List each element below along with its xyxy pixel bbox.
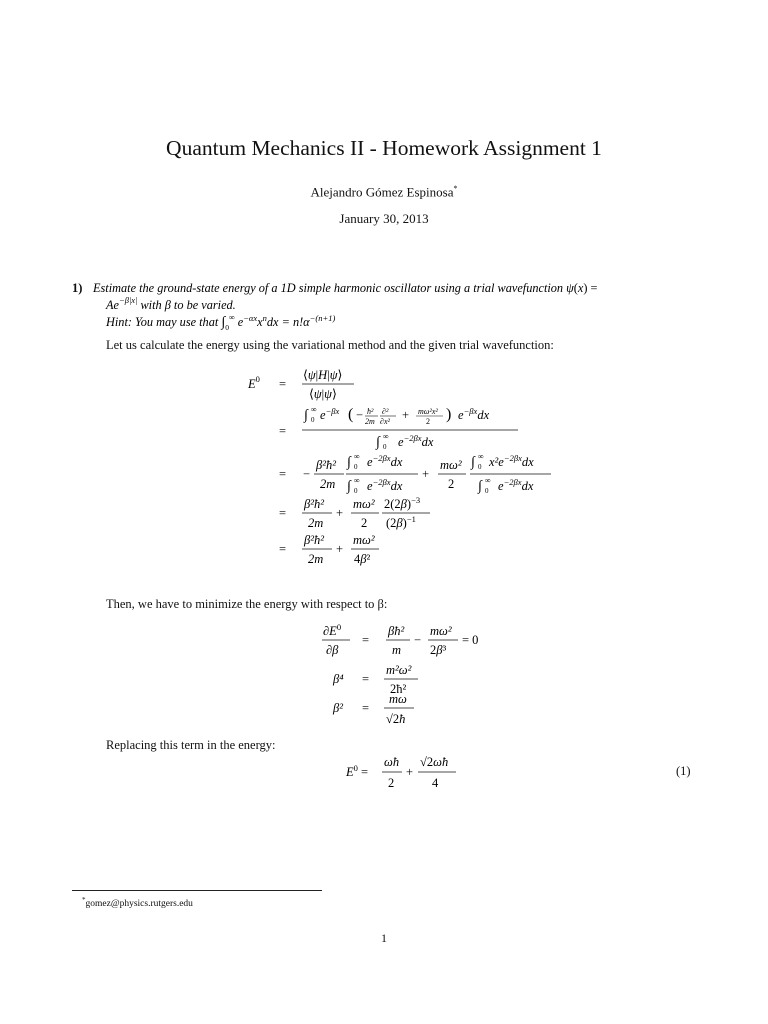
svg-text:∂β: ∂β — [326, 643, 339, 657]
svg-text:∞: ∞ — [354, 452, 360, 461]
svg-text:β²: β² — [333, 701, 343, 715]
svg-text:0: 0 — [354, 463, 358, 471]
svg-text:=: = — [279, 542, 287, 556]
svg-text:2m: 2m — [320, 477, 336, 491]
svg-text:=: = — [279, 377, 287, 391]
equation-number: (1) — [676, 764, 691, 778]
svg-text:E0: $E^0$ — [248, 374, 260, 391]
svg-text:2: 2 — [361, 516, 368, 530]
svg-text:=: = — [362, 701, 370, 715]
svg-text:2(2β)−3: $2(2\beta)^{-3}$ — [384, 495, 421, 511]
svg-text:=: = — [362, 633, 370, 647]
svg-text:−: − — [356, 408, 364, 422]
svg-text:mω²: mω² — [353, 497, 375, 511]
svg-text:(2β)−1: $(2\beta)^{-1}$ — [386, 514, 416, 530]
svg-text:0: 0 — [354, 487, 358, 495]
svg-text:2: 2 — [426, 417, 430, 426]
svg-text:e−βx: $e^{-\beta x}$ — [320, 406, 340, 422]
svg-text:−: − — [303, 467, 311, 481]
svg-text:∞: ∞ — [478, 452, 484, 461]
svg-text:⟨ψ|ψ⟩: ⟨ψ|ψ⟩ — [309, 387, 337, 401]
svg-text:−: − — [414, 633, 422, 647]
svg-text:4β²: 4β² — [354, 552, 371, 566]
svg-text:βħ²: βħ² — [388, 624, 405, 638]
svg-text:(: ( — [348, 406, 354, 423]
svg-text:∂²: ∂² — [382, 407, 389, 416]
svg-text:=: = — [279, 506, 287, 520]
svg-text:mω: mω — [389, 692, 407, 706]
svg-text:+: + — [406, 765, 414, 779]
svg-text:∂E0: $\partial E^0$ — [323, 622, 342, 638]
svg-text:mω²x²: mω²x² — [418, 407, 438, 416]
svg-text:∫: ∫ — [347, 455, 351, 470]
svg-text:2m: 2m — [308, 516, 324, 530]
svg-text:2m: 2m — [365, 417, 375, 426]
svg-text:2: 2 — [388, 776, 395, 790]
svg-text:∫: ∫ — [478, 479, 482, 494]
svg-text:∞: ∞ — [485, 476, 491, 485]
svg-text:0: 0 — [478, 463, 482, 471]
page-number: 1 — [381, 931, 387, 945]
svg-text:∫: ∫ — [471, 455, 475, 470]
svg-text:∞: ∞ — [311, 405, 317, 414]
svg-text:=: = — [362, 672, 370, 686]
final-equation — [0, 752, 768, 797]
svg-text:+: + — [402, 408, 410, 422]
date: January 30, 2013 — [339, 211, 429, 226]
svg-text:β²ħ²: β²ħ² — [304, 497, 324, 511]
author-name-text: Alejandro Gómez Espinosa — [310, 184, 454, 200]
svg-text:=: = — [279, 424, 287, 438]
replacing-text: Replacing this term in the energy: — [106, 738, 276, 752]
author-name — [0, 184, 768, 200]
svg-text:+: + — [336, 506, 344, 520]
intro-text: Let us calculate the energy using the variational method and the given trial wavefunction: — [106, 338, 554, 352]
svg-text:mω²: mω² — [430, 624, 452, 638]
svg-text:β²ħ²: β²ħ² — [304, 533, 324, 547]
energy-derivation — [0, 362, 768, 577]
svg-text:m: m — [392, 643, 402, 657]
hint-line: Hint: You may use that $\int_0^\infty$ $e^{-\alpha x}x^ndx = n!\alpha^{-(n+1)}$ — [106, 313, 336, 332]
footnote-email: gomez@physics.rutgers.edu — [85, 899, 193, 910]
svg-text:∫: ∫ — [304, 408, 308, 423]
svg-text:0: 0 — [383, 443, 387, 451]
svg-text:2m: 2m — [308, 552, 324, 566]
svg-text:β⁴: β⁴ — [333, 672, 344, 686]
problem-statement — [0, 274, 768, 334]
author-footnote-mark: * — [453, 184, 458, 193]
svg-text:4: 4 — [432, 776, 439, 790]
svg-text:m²ω²: m²ω² — [386, 663, 412, 677]
statement-line-1: Estimate the ground-state energy of a 1D simple harmonic oscillator using a trial wavefunction ψ(x) = — [93, 281, 598, 295]
svg-text:∫: ∫ — [376, 435, 380, 450]
svg-text:e−2βxdx: $e^{-2\beta x}dx$ — [398, 433, 434, 449]
svg-text:e−2βxdx: $e^{-2\beta x}dx$ — [367, 453, 403, 469]
svg-text:∂x²: ∂x² — [380, 417, 390, 426]
svg-text:x²e−2βxdx: $x^2e^{-2\beta x}dx$ — [489, 453, 534, 469]
svg-text:mω²: mω² — [353, 533, 375, 547]
svg-text:+: + — [336, 542, 344, 556]
svg-text:2: 2 — [448, 477, 455, 491]
svg-text:=: = — [279, 467, 287, 481]
svg-text:2β³: 2β³ — [430, 643, 447, 657]
page-title: Quantum Mechanics II - Homework Assignment 1 — [166, 136, 602, 160]
svg-text:0: 0 — [311, 416, 315, 424]
svg-text:= 0: = 0 — [462, 633, 479, 647]
svg-text:√2ωħ: √2ωħ — [420, 755, 449, 769]
svg-text:e−βxdx: $e^{-\beta x}dx$ — [458, 406, 490, 422]
svg-text:β²ħ²: β²ħ² — [316, 458, 336, 472]
svg-text:∞: ∞ — [354, 476, 360, 485]
svg-text:∞: ∞ — [383, 432, 389, 441]
svg-text:e−2βxdx: $e^{-2\beta x}dx$ — [367, 477, 403, 493]
svg-text:√2ħ: √2ħ — [386, 712, 406, 726]
svg-text:+: + — [422, 467, 430, 481]
svg-text:ωħ: ωħ — [384, 755, 400, 769]
svg-text:0: 0 — [485, 487, 489, 495]
svg-text:⟨ψ|H|ψ⟩: ⟨ψ|H|ψ⟩ — [303, 368, 343, 382]
svg-text:E0 =: $E^0$ = — [346, 763, 369, 779]
svg-text:ħ²: ħ² — [367, 407, 374, 416]
problem-number: 1) — [72, 281, 83, 295]
statement-line-2: $Ae^{-\beta|x|}$ with β to be varied. — [106, 295, 236, 312]
svg-text:e−2βxdx: $e^{-2\beta x}dx$ — [498, 477, 534, 493]
svg-text:2ħ²: 2ħ² — [390, 682, 407, 696]
svg-text:): ) — [446, 406, 452, 423]
svg-text:∫: ∫ — [347, 479, 351, 494]
svg-text:mω²: mω² — [440, 458, 462, 472]
minimize-text: Then, we have to minimize the energy with respect to β: — [106, 597, 388, 611]
minimization-derivation — [0, 620, 768, 730]
footnote-rule — [72, 890, 322, 891]
footnote — [82, 896, 193, 909]
footnote-mark: * — [82, 896, 86, 904]
